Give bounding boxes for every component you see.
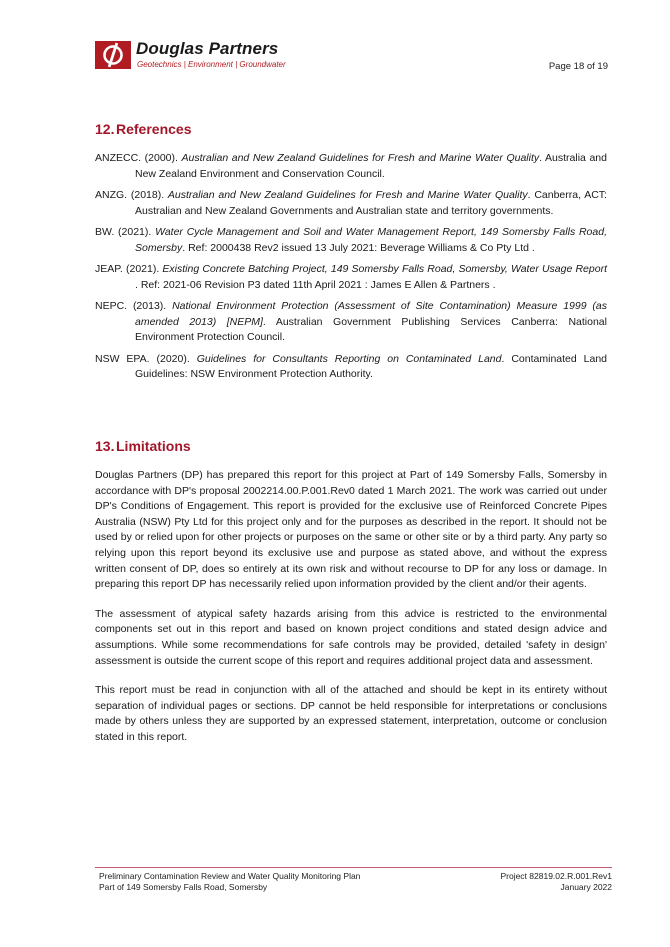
page-number: Page 18 of 19 [548,61,608,72]
footer-doc-title: Preliminary Contamination Review and Water Quality Monitoring Plan [99,871,361,881]
ref-lead: ANZG. (2018). [95,189,168,201]
section-title: Limitations [116,438,191,454]
ref-title: Australian and New Zealand Guidelines for Fresh and Marine Water Quality [181,152,540,164]
ref-title: National Environment Protection (Assessment of Site Contamination) Measure 1999 (as amended 2013) [NEPM] [135,300,607,328]
references-heading [95,121,192,137]
ref-title: Existing Concrete Batching Project, 149 Somersby Falls Road, Somersby, Water Usage Report [162,263,607,275]
paragraph: This report must be read in conjunction with all of the attached and should be kept in its entirety without separation of individual pages or sections. DP cannot be held responsible for interpretations or conclusions made by others unless they are supported by an expressed statement, interpretation, outcome or conclusion stated in this report. [95,684,607,743]
ref-rest: . Contaminated Land Guidelines: NSW Environment Protection Authority. [135,352,607,380]
section-number: 12. [95,121,115,137]
section-title: References [116,121,192,137]
reference-item [95,151,607,182]
ref-lead: JEAP. (2021). [95,263,163,275]
ref-rest: . Ref: 2021-06 Revision P3 dated 11th April 2021 : James E Allen & Partners . [135,278,496,291]
dp-logo-icon [95,41,131,69]
ref-lead: BW. (2021). [95,226,156,238]
references-list [95,151,607,389]
ref-title: Australian and New Zealand Guidelines for Fresh and Marine Water Quality [167,189,528,201]
logo-name: Douglas Partners [136,39,279,58]
footer-divider [95,867,612,868]
paragraph: Douglas Partners (DP) has prepared this report for this project at Part of 149 Somersby Falls, Somersby in accordance with DP's proposal 2002214.00.P.001.Rev0 dated 1 March 2021. The work was carried out under DP's Conditions of Engagement. This report is provided for the exclusive use of Reinforced Concrete Pipes Australia (NSW) Pty Ltd for this project only and for the purposes as described in the report. It should not be used by or relied upon for other projects or purposes on the same or other site or by a third party. Any party so relying upon this report beyond its exclusive use and purpose as stated above, and without the express written consent of DP, does so entirely at its own risk and without recourse to DP for any loss or damage. In preparing this report DP has necessarily relied upon information provided by the client and/or their agents. [95,469,607,591]
footer-project: Project 82819.02.R.001.Rev1 [500,871,612,881]
logo-tagline: Geotechnics | Environment | Groundwater [137,60,286,69]
paragraph: The assessment of atypical safety hazards arising from this advice is restricted to the environmental components set out in this report and based on known project conditions and stated design advice and assumptions. While some recommendations for safe controls may be provided, detailed 'safety in design' assessment is outside the current scope of this report and requires additional project data and assessment. [95,607,607,667]
ref-title: Water Cycle Management and Soil and Water Management Report, 149 Somersby Falls Road, Somersby [135,226,607,254]
ref-lead: NSW EPA. (2020). [95,352,197,365]
footer-right [500,871,612,893]
footer-left [99,871,360,893]
ref-rest: . Australian Government Publishing Services Canberra: National Environment Protection Council. [135,315,607,343]
footer-date: January 2022 [560,882,612,892]
ref-rest: . Australia and New Zealand Environment and Conservation Council. [135,152,607,180]
ref-title: Guidelines for Consultants Reporting on Contaminated Land [196,352,502,365]
ref-rest: . Canberra, ACT: Australian and New Zealand Governments and Australian state and territory governments. [135,189,607,217]
company-logo [95,41,307,71]
section-number: 13. [95,438,115,454]
ref-rest: . Ref: 2000438 Rev2 issued 13 July 2021: Beverage Williams & Co Pty Ltd . [182,241,535,254]
reference-item [95,352,607,383]
reference-item [95,188,607,219]
ref-lead: NEPC. (2013). [95,300,173,312]
reference-item [95,299,607,346]
reference-item [95,225,607,256]
limitations-heading [95,438,191,454]
ref-lead: ANZECC. (2000). [95,152,182,164]
reference-item [95,262,607,293]
limitations-body [95,468,607,760]
footer-site: Part of 149 Somersby Falls Road, Somersby [99,882,268,892]
